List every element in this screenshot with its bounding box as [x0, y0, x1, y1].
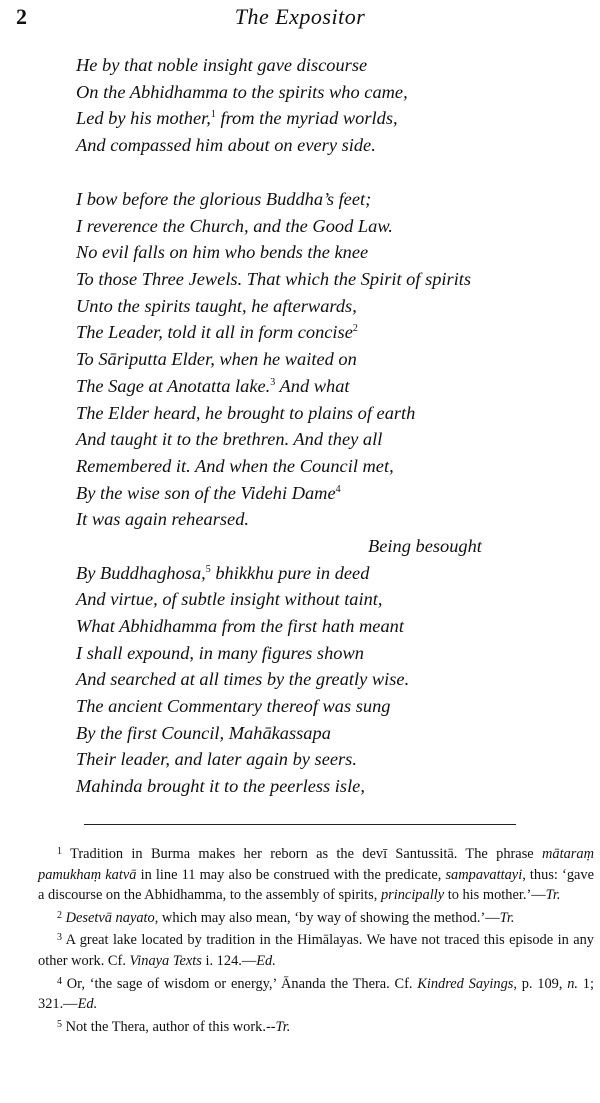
verse-line: I shall expound, in many figures shown: [76, 642, 364, 663]
footnote-ref-4[interactable]: 4: [335, 483, 341, 495]
verse-line: Unto the spirits taught, he afterwards,: [76, 295, 357, 316]
verse-line: Remembered it. And when the Council met,: [76, 455, 394, 476]
verse-text: And what: [275, 375, 350, 396]
footnote-text: Tradition in Burma makes her reborn as the devī Santussitā. The phrase: [62, 846, 543, 862]
footnote-ref-2[interactable]: 2: [352, 323, 358, 335]
footnote-text: to his mother.’—: [444, 887, 546, 904]
footnote-text: 1; 321.—: [38, 975, 594, 1013]
verse-line: What Abhidhamma from the first hath meant: [76, 616, 404, 636]
footnote-italic: mātaraṃ pamukhaṃ katvā: [38, 846, 594, 883]
verse-line: He by that noble insight gave discourse: [76, 55, 368, 75]
verse-line: I bow before the glorious Buddha’s feet;: [76, 189, 372, 209]
footnote-3: [38, 928, 594, 971]
verse-line: No evil falls on him who bends the knee: [76, 242, 369, 263]
verse-text: bhikkhu pure in deed: [210, 562, 370, 583]
verse-line: By the first Council, Mahākassapa: [76, 722, 331, 743]
footnote-text: A great lake located by tradition in the Himālayas. We have not traced this episode in any other work. Cf.: [38, 932, 594, 969]
footnote-ref-5[interactable]: 5: [205, 563, 211, 575]
verse-line: [76, 105, 408, 132]
footnote-5: [38, 1015, 594, 1038]
footnote-number: 3: [57, 932, 62, 944]
footnote-text: , which may also mean, ‘by way of showing the method.’—: [154, 909, 500, 926]
footnote-text: Or, ‘the sage of wisdom or energy,’ Ānanda the Thera. Cf.: [62, 975, 418, 992]
footnote-italic: sampavattayi: [445, 866, 523, 883]
footnote-ref-1[interactable]: 1: [210, 109, 216, 121]
verse-line: Mahinda brought it to the peerless isle,: [76, 776, 365, 797]
footnote-italic: Desetvā nayato: [65, 909, 155, 926]
verse-line: Their leader, and later again by seers.: [76, 749, 357, 770]
verse-text: Led by his mother,: [76, 108, 211, 129]
footnote-italic: Ed.: [77, 996, 98, 1013]
footnote-text: in line 11 may also be construed with the predicate,: [136, 866, 446, 883]
footnote-italic: Vinaya Texts: [129, 952, 202, 969]
footnote-4: [38, 972, 594, 1015]
footnote-number: 4: [57, 975, 62, 987]
verse-line: And searched at all times by the greatly wise.: [76, 669, 410, 690]
footnote-number: 1: [57, 846, 62, 857]
verse-stanza-2: [76, 186, 482, 800]
footnote-text: Not the Thera, author of this work.--: [62, 1018, 276, 1035]
verse-text: The Sage at Anotatta lake.: [76, 375, 271, 396]
verse-stanza-1: [76, 52, 408, 159]
verse-line: To Sāriputta Elder, when he waited on: [76, 349, 357, 370]
footnote-text: , p. 109,: [513, 975, 568, 992]
verse-line: [76, 480, 482, 507]
footnote-text: , thus: ‘gave a discourse on the Abhidhamma, to the assembly of spirits,: [38, 866, 594, 904]
footnote-2: [38, 906, 594, 929]
verse-text: By Buddhaghosa,: [76, 562, 206, 583]
footnote-ref-3[interactable]: 3: [270, 376, 276, 388]
footnote-divider: [84, 824, 516, 825]
verse-line: I reverence the Church, and the Good Law.: [76, 215, 393, 236]
verse-line: On the Abhidhamma to the spirits who came,: [76, 81, 408, 102]
verse-text: The Leader, told it all in form concise: [76, 322, 353, 343]
footnotes: [38, 842, 594, 1037]
footnote-1: [38, 842, 594, 906]
verse-line: Being besought: [368, 535, 482, 556]
running-head: The Expositor: [234, 4, 366, 29]
footnote-text: i. 124.—: [201, 952, 257, 969]
footnote-number: 5: [57, 1018, 62, 1030]
footnote-italic: n.: [567, 975, 579, 992]
footnote-italic: Tr.: [545, 887, 561, 904]
verse-text: from the myriad worlds,: [220, 108, 398, 129]
verse-line: [76, 319, 482, 346]
verse-line: [76, 560, 482, 587]
footnote-italic: Tr.: [499, 909, 515, 926]
verse-line: And virtue, of subtle insight without taint,: [76, 589, 383, 610]
verse-line: The ancient Commentary thereof was sung: [76, 696, 391, 717]
footnote-italic: principally: [380, 887, 445, 904]
verse-line: And taught it to the brethren. And they all: [76, 429, 383, 450]
footnote-italic: Kindred Sayings: [417, 975, 514, 992]
verse-line: And compassed him about on every side.: [76, 135, 376, 156]
footnote-number: 2: [57, 909, 62, 921]
verse-line: The Elder heard, he brought to plains of earth: [76, 402, 416, 423]
verse-line: [76, 373, 482, 400]
footnote-italic: Ed.: [256, 952, 276, 969]
verse-line: It was again rehearsed.: [76, 509, 249, 530]
footnote-italic: Tr.: [275, 1018, 291, 1035]
page-number: 2: [16, 4, 27, 29]
verse-line: To those Three Jewels. That which the Spirit of spirits: [76, 269, 472, 290]
verse-text: By the wise son of the Videhi Dame: [76, 482, 336, 503]
